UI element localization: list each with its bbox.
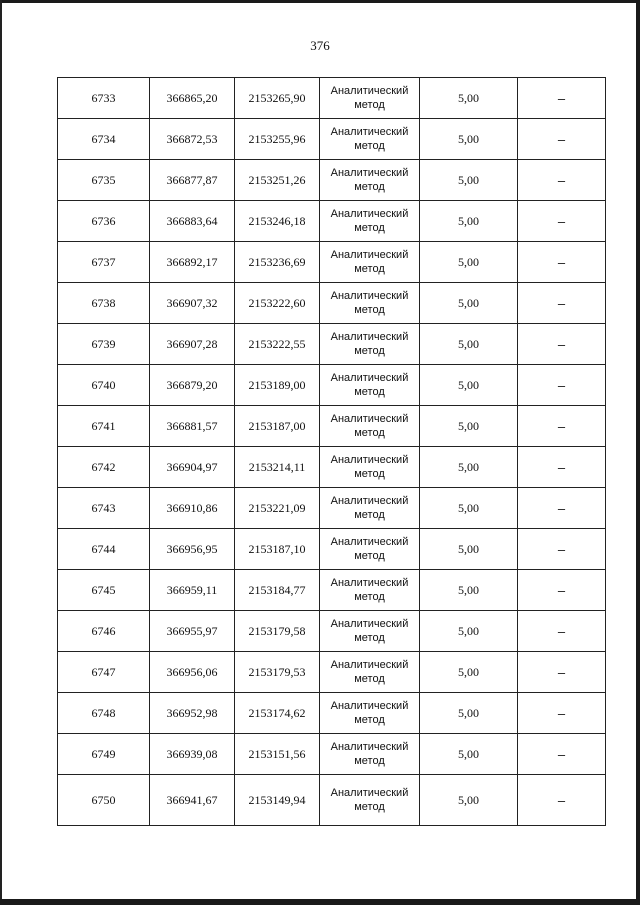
table-row (58, 242, 606, 283)
table-row (58, 119, 606, 160)
x-coordinate-cell: 366879,20 (150, 365, 235, 406)
point-number-cell: 6737 (58, 242, 150, 283)
note-cell: – (518, 160, 606, 201)
method-label-line1: Аналитический (330, 787, 409, 799)
method-label-line2: метод (354, 427, 385, 439)
table-row (58, 406, 606, 447)
accuracy-cell: 5,00 (420, 324, 518, 365)
x-coordinate-cell: 366907,32 (150, 283, 235, 324)
method-cell (320, 324, 420, 365)
accuracy-cell: 5,00 (420, 406, 518, 447)
x-coordinate-cell: 366952,98 (150, 693, 235, 734)
method-label-line1: Аналитический (330, 700, 409, 712)
x-coordinate-cell: 366872,53 (150, 119, 235, 160)
method-label-line1: Аналитический (330, 413, 409, 425)
note-cell: – (518, 78, 606, 119)
point-number-cell: 6735 (58, 160, 150, 201)
scan-edge-left (0, 0, 2, 905)
accuracy-cell: 5,00 (420, 78, 518, 119)
method-cell (320, 406, 420, 447)
method-label-line2: метод (354, 345, 385, 357)
accuracy-cell: 5,00 (420, 488, 518, 529)
method-label-line1: Аналитический (330, 167, 409, 179)
note-cell: – (518, 242, 606, 283)
accuracy-cell: 5,00 (420, 611, 518, 652)
x-coordinate-cell: 366956,06 (150, 652, 235, 693)
method-cell (320, 242, 420, 283)
x-coordinate-cell: 366941,67 (150, 775, 235, 826)
method-label-line1: Аналитический (330, 536, 409, 548)
method-label-line1: Аналитический (330, 331, 409, 343)
y-coordinate-cell: 2153246,18 (235, 201, 320, 242)
method-label-line1: Аналитический (330, 290, 409, 302)
y-coordinate-cell: 2153187,00 (235, 406, 320, 447)
note-cell: – (518, 365, 606, 406)
x-coordinate-cell: 366959,11 (150, 570, 235, 611)
method-cell (320, 693, 420, 734)
accuracy-cell: 5,00 (420, 201, 518, 242)
accuracy-cell: 5,00 (420, 447, 518, 488)
point-number-cell: 6733 (58, 78, 150, 119)
accuracy-cell: 5,00 (420, 570, 518, 611)
note-cell: – (518, 488, 606, 529)
point-number-cell: 6739 (58, 324, 150, 365)
point-number-cell: 6743 (58, 488, 150, 529)
method-cell (320, 734, 420, 775)
method-label-line1: Аналитический (330, 454, 409, 466)
point-number-cell: 6742 (58, 447, 150, 488)
table-row (58, 693, 606, 734)
note-cell: – (518, 570, 606, 611)
table-row (58, 324, 606, 365)
table-row (58, 652, 606, 693)
method-label-line2: метод (354, 714, 385, 726)
point-number-cell: 6747 (58, 652, 150, 693)
y-coordinate-cell: 2153149,94 (235, 775, 320, 826)
method-cell (320, 78, 420, 119)
method-cell (320, 775, 420, 826)
method-label-line1: Аналитический (330, 85, 409, 97)
table-row (58, 283, 606, 324)
method-label-line1: Аналитический (330, 659, 409, 671)
table-row (58, 365, 606, 406)
accuracy-cell: 5,00 (420, 119, 518, 160)
method-label-line1: Аналитический (330, 249, 409, 261)
point-number-cell: 6748 (58, 693, 150, 734)
accuracy-cell: 5,00 (420, 693, 518, 734)
table-row (58, 570, 606, 611)
method-label-line2: метод (354, 140, 385, 152)
scan-edge-right (636, 0, 640, 905)
method-cell (320, 447, 420, 488)
x-coordinate-cell: 366910,86 (150, 488, 235, 529)
method-label-line2: метод (354, 181, 385, 193)
y-coordinate-cell: 2153236,69 (235, 242, 320, 283)
page-number: 376 (310, 38, 330, 53)
method-label-line2: метод (354, 801, 385, 813)
accuracy-cell: 5,00 (420, 242, 518, 283)
y-coordinate-cell: 2153179,53 (235, 652, 320, 693)
method-label-line1: Аналитический (330, 372, 409, 384)
note-cell: – (518, 324, 606, 365)
table-row (58, 447, 606, 488)
accuracy-cell: 5,00 (420, 775, 518, 826)
accuracy-cell: 5,00 (420, 734, 518, 775)
y-coordinate-cell: 2153184,77 (235, 570, 320, 611)
y-coordinate-cell: 2153214,11 (235, 447, 320, 488)
table-row (58, 529, 606, 570)
method-cell (320, 283, 420, 324)
method-label-line2: метод (354, 550, 385, 562)
point-number-cell: 6740 (58, 365, 150, 406)
method-cell (320, 119, 420, 160)
method-label-line2: метод (354, 632, 385, 644)
method-label-line1: Аналитический (330, 577, 409, 589)
y-coordinate-cell: 2153151,56 (235, 734, 320, 775)
method-label-line2: метод (354, 263, 385, 275)
accuracy-cell: 5,00 (420, 160, 518, 201)
table-row (58, 734, 606, 775)
note-cell: – (518, 406, 606, 447)
point-number-cell: 6745 (58, 570, 150, 611)
note-cell: – (518, 611, 606, 652)
method-cell (320, 160, 420, 201)
y-coordinate-cell: 2153174,62 (235, 693, 320, 734)
table-row (58, 488, 606, 529)
coordinates-table (57, 77, 606, 826)
method-cell (320, 365, 420, 406)
method-label-line2: метод (354, 673, 385, 685)
point-number-cell: 6736 (58, 201, 150, 242)
y-coordinate-cell: 2153265,90 (235, 78, 320, 119)
point-number-cell: 6734 (58, 119, 150, 160)
note-cell: – (518, 283, 606, 324)
method-cell (320, 611, 420, 652)
x-coordinate-cell: 366881,57 (150, 406, 235, 447)
note-cell: – (518, 119, 606, 160)
table-row (58, 160, 606, 201)
point-number-cell: 6741 (58, 406, 150, 447)
method-label-line2: метод (354, 386, 385, 398)
point-number-cell: 6750 (58, 775, 150, 826)
method-cell (320, 488, 420, 529)
y-coordinate-cell: 2153251,26 (235, 160, 320, 201)
note-cell: – (518, 734, 606, 775)
table-row (58, 775, 606, 826)
y-coordinate-cell: 2153255,96 (235, 119, 320, 160)
table-row (58, 201, 606, 242)
point-number-cell: 6738 (58, 283, 150, 324)
method-label-line2: метод (354, 755, 385, 767)
x-coordinate-cell: 366883,64 (150, 201, 235, 242)
method-label-line2: метод (354, 222, 385, 234)
x-coordinate-cell: 366956,95 (150, 529, 235, 570)
point-number-cell: 6744 (58, 529, 150, 570)
note-cell: – (518, 775, 606, 826)
y-coordinate-cell: 2153221,09 (235, 488, 320, 529)
x-coordinate-cell: 366892,17 (150, 242, 235, 283)
y-coordinate-cell: 2153222,55 (235, 324, 320, 365)
method-cell (320, 201, 420, 242)
method-label-line1: Аналитический (330, 208, 409, 220)
accuracy-cell: 5,00 (420, 365, 518, 406)
x-coordinate-cell: 366955,97 (150, 611, 235, 652)
method-label-line2: метод (354, 304, 385, 316)
method-cell (320, 570, 420, 611)
method-label-line2: метод (354, 99, 385, 111)
x-coordinate-cell: 366865,20 (150, 78, 235, 119)
method-label-line2: метод (354, 591, 385, 603)
point-number-cell: 6746 (58, 611, 150, 652)
y-coordinate-cell: 2153179,58 (235, 611, 320, 652)
note-cell: – (518, 447, 606, 488)
note-cell: – (518, 201, 606, 242)
note-cell: – (518, 693, 606, 734)
accuracy-cell: 5,00 (420, 529, 518, 570)
method-label-line1: Аналитический (330, 495, 409, 507)
accuracy-cell: 5,00 (420, 652, 518, 693)
note-cell: – (518, 529, 606, 570)
method-cell (320, 652, 420, 693)
method-label-line2: метод (354, 468, 385, 480)
y-coordinate-cell: 2153189,00 (235, 365, 320, 406)
method-cell (320, 529, 420, 570)
scan-edge-top (0, 0, 640, 3)
y-coordinate-cell: 2153222,60 (235, 283, 320, 324)
note-cell: – (518, 652, 606, 693)
method-label-line1: Аналитический (330, 126, 409, 138)
method-label-line1: Аналитический (330, 618, 409, 630)
x-coordinate-cell: 366904,97 (150, 447, 235, 488)
scan-edge-bottom (0, 899, 640, 905)
accuracy-cell: 5,00 (420, 283, 518, 324)
x-coordinate-cell: 366877,87 (150, 160, 235, 201)
table-body (58, 78, 606, 826)
x-coordinate-cell: 366939,08 (150, 734, 235, 775)
method-label-line2: метод (354, 509, 385, 521)
x-coordinate-cell: 366907,28 (150, 324, 235, 365)
table-row (58, 611, 606, 652)
method-label-line1: Аналитический (330, 741, 409, 753)
table-row (58, 78, 606, 119)
y-coordinate-cell: 2153187,10 (235, 529, 320, 570)
point-number-cell: 6749 (58, 734, 150, 775)
